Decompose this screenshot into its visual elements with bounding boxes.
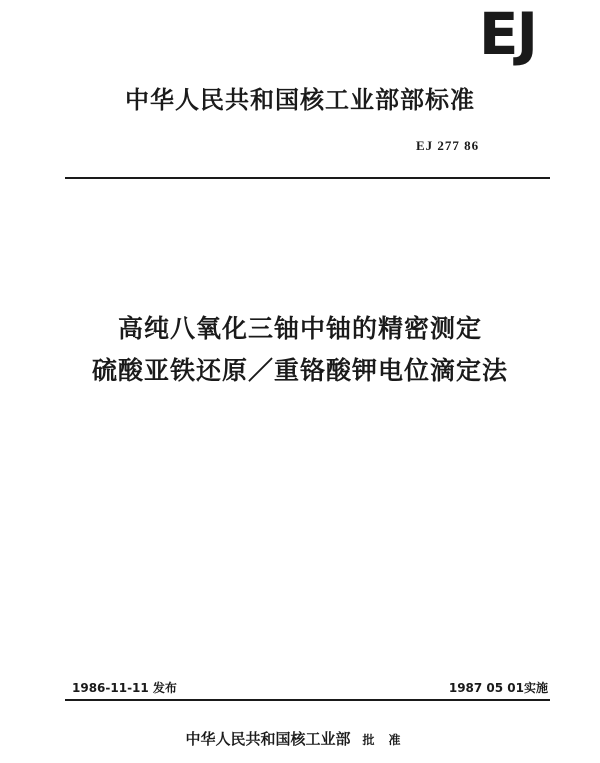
header-divider <box>65 177 550 179</box>
document-title <box>0 308 600 392</box>
ej-logo <box>460 0 555 68</box>
title-line-1: 高纯八氧化三铀中铀的精密测定 <box>117 314 482 343</box>
implementation-date: 1987 05 01实施 <box>448 681 548 695</box>
title-line-2: 硫酸亚铁还原／重铬酸钾电位滴定法 <box>91 356 508 385</box>
issue-date: 1986-11-11 发布 <box>72 681 177 695</box>
approver-line <box>0 728 600 749</box>
footer-divider <box>65 699 550 701</box>
org-title: 中华人民共和国核工业部部标准 <box>125 86 475 114</box>
approve-word: 批准 <box>362 733 415 747</box>
standard-code: EJ 277 86 <box>416 138 480 153</box>
approver-name: 中华人民共和国核工业部 <box>185 730 351 748</box>
logo-text: EJ <box>478 0 537 68</box>
